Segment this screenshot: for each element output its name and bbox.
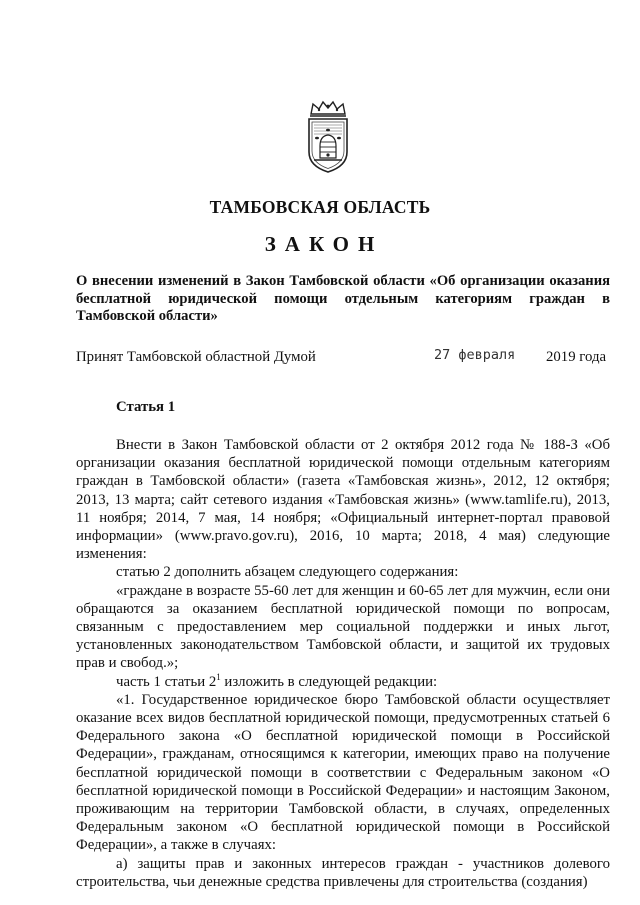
law-title: О внесении изменений в Закон Тамбовской области «Об организации оказания бесплатной юридической помощи отдельным категориям граждан в Тамбовской области» — [76, 273, 610, 324]
adoption-date: 27 февраля — [434, 347, 516, 363]
amendment-quote-2: «1. Государственное юридическое бюро Тамбовской области осуществляет оказание всех видов бесплатной юридической помощи, предусмотренных статьей 6 Федерального закона «О бесплатной юридической помощи в Российской Федерации», гражданам, относящимся к категории, имеющих право на получение бесплатной юридической помощи в соответствии с Федеральным законом «О бесплатной юридической помощи в Российской Федерации» и настоящим Законом, проживающим на территории Тамбовской области, в случаях, определенных Федеральным законом «О бесплатной юридической помощи в Российской Федерации», а также в случаях: — [76, 691, 610, 854]
article-body — [76, 436, 610, 891]
amendment-item-2-text: часть 1 статьи 2 — [116, 673, 217, 690]
article-heading: Статья 1 — [116, 399, 176, 415]
amendment-quote-1: «граждане в возрасте 55-60 лет для женщин и 60-65 лет для мужчин, если они обращаются за оказанием бесплатной юридической помощи по вопросам, связанным с предоставлением мер социальной поддержки и иных льгот, установленных законодательством Тамбовской области, и защитой их трудовых прав и свобод.»; — [76, 582, 610, 672]
amendment-item-2 — [76, 673, 610, 691]
adoption-line — [76, 349, 610, 369]
region-heading: ТАМБОВСКАЯ ОБЛАСТЬ — [209, 197, 431, 217]
subitem-a: а) защиты прав и законных интересов граждан - участников долевого строительства, чьи денежные средства привлечены для строительства (создания) — [76, 855, 610, 890]
amendment-item-1: статью 2 дополнить абзацем следующего содержания: — [116, 564, 459, 581]
amendment-item-2-tail: изложить в следующей редакции: — [220, 673, 438, 690]
article-intro-paragraph: Внести в Закон Тамбовской области от 2 октября 2012 года № 188-З «Об организации оказания бесплатной юридической помощи отдельным категориям граждан в Тамбовской области» (газета «Тамбовская жизнь», 2012, 12 октября; 2013, 13 марта; сайт сетевого издания «Тамбовская жизнь» (www.tamlife.ru), 2013, 11 ноября; 2014, 7 мая, 14 ноября; «Официальный интернет-портал правовой информации» (www.pravo.gov.ru), 2016, 10 марта; 2018, 4 мая) следующие изменения: — [76, 437, 610, 563]
article-number-superscript: 1 — [216, 671, 221, 682]
adopted-by: Принят Тамбовской областной Думой — [76, 349, 316, 365]
adoption-year: 2019 года — [546, 349, 607, 365]
document-type-heading: ЗАКОН — [264, 232, 384, 256]
tambov-coat-of-arms-icon — [301, 100, 355, 174]
